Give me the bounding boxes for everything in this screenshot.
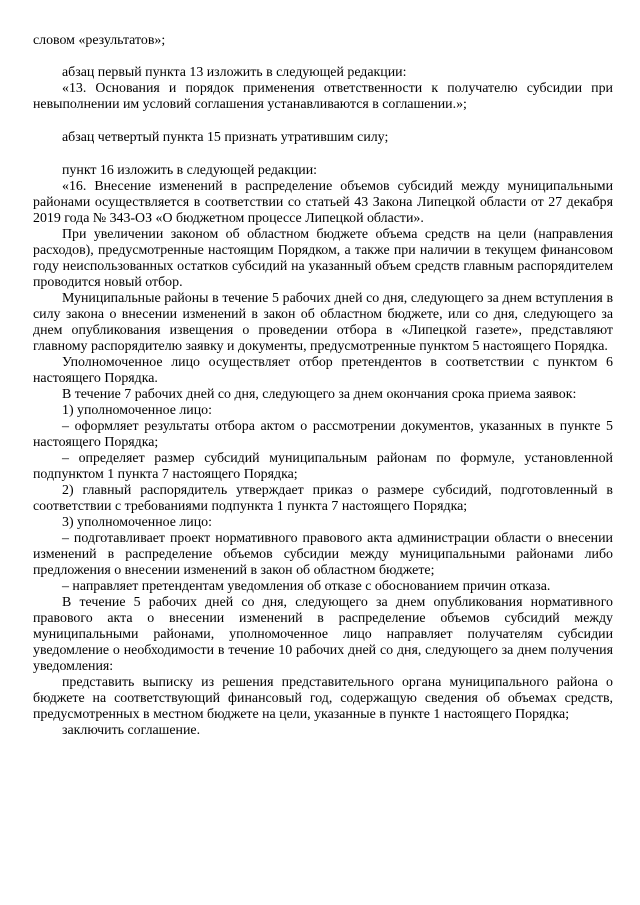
- point-16-agreement-paragraph: заключить соглашение.: [62, 723, 201, 738]
- item-1-b: – определяет размер субсидий муниципальным районам по формуле, установленной подпунктом 1 пункта 7 настоящего Порядка;: [33, 451, 613, 482]
- point-16-districts-paragraph: Муниципальные районы в течение 5 рабочих дней со дня, следующего за днем вступления в силу закона о внесении изменений в закон об областном бюджете, или со дня, следующего за днем опубликования извещения о проведении отбора в «Липецкой газете», представляют главному распорядителю заявку и документы, предусмотренные пунктом 5 настоящего Порядка.: [33, 291, 613, 354]
- point-15-text: абзац четвертый пункта 15 признать утратившим силу;: [62, 130, 389, 145]
- point-16-section: [33, 163, 613, 739]
- item-1: 1) уполномоченное лицо:: [62, 403, 212, 418]
- top-line: словом «результатов»;: [33, 33, 166, 48]
- point-16-increase-paragraph: При увеличении законом об областном бюджете объема средств на цели (направления расходов), предусмотренные настоящим Порядком, а также при наличии в текущем финансовом году неиспользованных остатков субсидий на указанный объем средств главным распорядителем проводится новый отбор.: [33, 227, 613, 290]
- item-3-b: – направляет претендентам уведомления об отказе с обоснованием причин отказа.: [62, 579, 551, 594]
- point-13-intro: абзац первый пункта 13 изложить в следующей редакции:: [62, 65, 407, 80]
- point-15-section: [33, 130, 613, 146]
- item-2: 2) главный распорядитель утверждает приказ о размере субсидий, подготовленный в соответствии с требованиями подпункта 1 пункта 7 настоящего Порядка;: [33, 483, 613, 514]
- point-16-five-days-paragraph: В течение 5 рабочих дней со дня, следующего за днем опубликования нормативного правового акта о внесении изменений в распределение объемов субсидий между муниципальными районами, уполномоченное лицо направляет получателям субсидии уведомление о необходимости в течение 10 рабочих дней со дня, следующего за днем получения уведомления:: [33, 595, 613, 674]
- point-16-seven-days-paragraph: В течение 7 рабочих дней со дня, следующего за днем окончания срока приема заявок:: [62, 387, 577, 402]
- item-3-a: – подготавливает проект нормативного правового акта администрации области о внесении изменений в распределение объемов субсидии между муниципальными районами либо предложения о внесении изменений в закон об областном бюджете;: [33, 531, 613, 578]
- point-16-first-paragraph: «16. Внесение изменений в распределение объемов субсидий между муниципальными районами осуществляется в соответствии со статьей 43 Закона Липецкой области от 27 декабря 2019 года № 343-ОЗ «О бюджетном процессе Липецкой области».: [33, 179, 613, 226]
- point-16-extract-paragraph: представить выписку из решения представительного органа муниципального района о бюджете на соответствующий финансовый год, содержащую сведения об объемах средств, предусмотренных в местном бюджете на цели, указанные в пункте 1 настоящего Порядка;: [33, 675, 613, 722]
- item-3: 3) уполномоченное лицо:: [62, 515, 212, 530]
- item-1-a: – оформляет результаты отбора актом о рассмотрении документов, указанных в пункте 5 настоящего Порядка;: [33, 419, 613, 450]
- top-section: [33, 33, 613, 49]
- point-13-section: [33, 65, 613, 113]
- point-16-selection-paragraph: Уполномоченное лицо осуществляет отбор претендентов в соответствии с пунктом 6 настоящего Порядка.: [33, 355, 613, 386]
- point-13-text: «13. Основания и порядок применения ответственности к получателю субсидии при невыполнении им условий соглашения устанавливаются в соглашении.»;: [33, 81, 613, 112]
- point-16-intro: пункт 16 изложить в следующей редакции:: [62, 163, 317, 178]
